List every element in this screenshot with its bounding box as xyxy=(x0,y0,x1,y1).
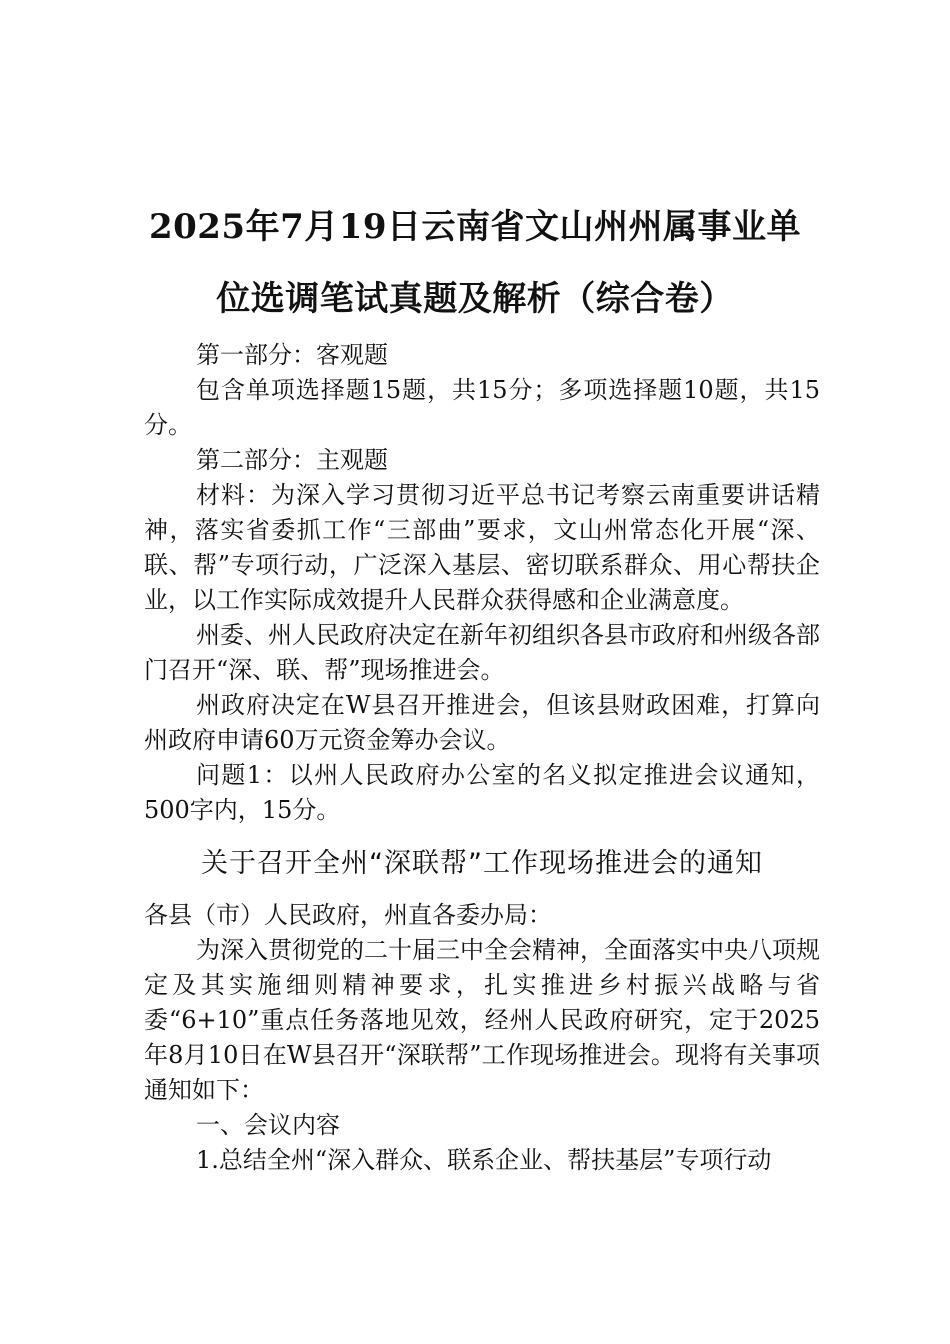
title-line-1: 2025年7月19日云南省文山州州属事业单 xyxy=(148,206,802,247)
material-paragraph: 材料：为深入学习贯彻习近平总书记考察云南重要讲话精神，落实省委抓工作“三部曲”要求，文山州常态化开展“深、联、帮”专项行动，广泛深入基层、密切联系群众、用心帮扶企业，以工作实际成效提升人民群众获得感和企业满意度。 xyxy=(144,481,820,614)
document-body xyxy=(144,338,820,1178)
document-title xyxy=(120,191,830,335)
material-paragraph-3: 州政府决定在W县召开推进会，但该县财政困难，打算向州政府申请60万元资金筹办会议。 xyxy=(144,691,820,754)
question-1: 问题1：以州人民政府办公室的名义拟定推进会议通知，500字内，15分。 xyxy=(144,761,820,824)
notice-title: 关于召开全州“深联帮”工作现场推进会的通知 xyxy=(201,848,763,879)
notice-intro: 为深入贯彻党的二十届三中全会精神，全面落实中央八项规定及其实施细则精神要求，扎实推进乡村振兴战略与省委“6+10”重点任务落地见效，经州人民政府研究，定于2025年8月10日在W县召开“深联帮”工作现场推进会。现将有关事项通知如下： xyxy=(144,936,820,1104)
notice-salutation: 各县（市）人民政府，州直各委办局： xyxy=(144,901,552,929)
material-paragraph-2: 州委、州人民政府决定在新年初组织各县市政府和州级各部门召开“深、联、帮”现场推进会。 xyxy=(144,621,820,684)
notice-item-1: 1.总结全州“深入群众、联系企业、帮扶基层”专项行动 xyxy=(196,1146,772,1174)
part1-description: 包含单项选择题15题，共15分；多项选择题10题，共15分。 xyxy=(144,376,820,439)
notice-section-1-heading: 一、会议内容 xyxy=(196,1111,340,1139)
part1-heading: 第一部分：客观题 xyxy=(196,341,388,369)
part2-heading: 第二部分：主观题 xyxy=(196,446,388,474)
title-line-2: 位选调笔试真题及解析（综合卷） xyxy=(216,278,734,319)
